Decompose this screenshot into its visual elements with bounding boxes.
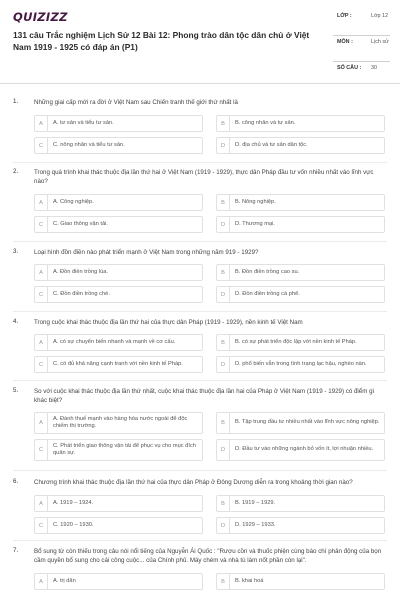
question-divider: [13, 540, 387, 541]
option-letter: B: [217, 116, 230, 131]
option-a[interactable]: [34, 573, 203, 590]
question-text: Những giai cấp mới ra đời ở Việt Nam sau Chiến tranh thế giới thứ nhất là: [34, 99, 238, 106]
question-number: 1.: [13, 98, 19, 105]
option-letter: B: [217, 496, 230, 511]
question-divider: [13, 162, 387, 163]
meta-subject: [333, 39, 390, 61]
option-text: B. khai hoá: [235, 577, 264, 584]
meta-divider: [333, 35, 390, 36]
option-letter: B: [217, 574, 230, 589]
option-text: A. có sự chuyển biến nhanh và mạnh về cơ cấu.: [53, 338, 176, 345]
question-text: Trong quá trình khai thác thuộc địa lần thứ hai ở Việt Nam (1919 - 1929), thực dân Pháp đầu tư vốn nhiều nhất vào lĩnh vực nào?: [34, 169, 374, 185]
question-number: 6.: [13, 478, 19, 485]
option-text: B. Đồn điền trồng cao su.: [235, 268, 300, 275]
option-b[interactable]: [216, 334, 385, 351]
option-letter: A: [35, 116, 48, 131]
document-title: 131 câu Trắc nghiệm Lịch Sử 12 Bài 12: Phong trào dân tộc dân chủ ở Việt Nam 1919 - 1925 có đáp án (P1): [13, 30, 310, 52]
option-text: A. Công nghiệp.: [53, 198, 94, 205]
option-letter: A: [35, 265, 48, 280]
option-d[interactable]: [216, 286, 385, 303]
meta-count: [333, 65, 390, 78]
option-d[interactable]: [216, 216, 385, 233]
question-number: 7.: [13, 547, 19, 554]
quizizz-logo: QUIZIZZ: [13, 10, 68, 24]
question-number: 2.: [13, 168, 19, 175]
option-letter: A: [35, 574, 48, 589]
option-d[interactable]: [216, 356, 385, 373]
option-text: A. tư sản và tiểu tư sản.: [53, 119, 114, 126]
option-letter: D: [217, 518, 230, 533]
option-text: D. Thương mại.: [235, 220, 275, 227]
option-c[interactable]: [34, 286, 203, 303]
option-text: D. phổ biến vẫn trong tình trạng lạc hậu, nghèo nàn.: [235, 360, 367, 367]
option-b[interactable]: [216, 194, 385, 211]
option-letter: A: [35, 496, 48, 511]
option-text: A. Đánh thuế mạnh vào hàng hóa nước ngoài để độc chiếm thị trường.: [53, 415, 188, 429]
option-text: D. Đầu tư vào những ngành bỏ vốn ít, lợi nhuận nhiều.: [235, 446, 374, 453]
option-b[interactable]: [216, 115, 385, 132]
option-letter: C: [35, 518, 48, 533]
document-header: [0, 0, 400, 84]
option-text: B. Tập trung đầu tư nhiều nhất vào lĩnh vực nông nghiệp.: [235, 419, 380, 426]
option-text: B. có sự phát triển độc lập với nền kinh tế Pháp.: [235, 338, 357, 345]
option-letter: B: [217, 413, 230, 433]
option-text: C. có đủ khả năng cạnh tranh với nền kinh tế Pháp.: [53, 360, 183, 367]
option-text: C. Đồn điền trồng chè.: [53, 290, 110, 297]
option-text: B. công nhân và tư sản.: [235, 119, 296, 126]
option-text: D. 1929 – 1933.: [235, 521, 276, 528]
option-text: D. Đồn điền trồng cà phê.: [235, 290, 300, 297]
option-letter: D: [217, 357, 230, 372]
question-divider: [13, 380, 387, 381]
question-number: 3.: [13, 248, 19, 255]
option-d[interactable]: [216, 137, 385, 154]
question-text: Chương trình khai thác thuộc địa lần thứ hai của thực dân Pháp ở Đông Dương diễn ra trong khoảng thời gian nào?: [34, 479, 353, 486]
option-text: B. Nông nghiệp.: [235, 198, 276, 205]
option-letter: D: [217, 217, 230, 232]
option-a[interactable]: [34, 334, 203, 351]
option-letter: B: [217, 265, 230, 280]
option-c[interactable]: [34, 356, 203, 373]
option-letter: A: [35, 195, 48, 210]
question-text: Loại hình đồn điền nào phát triển mạnh ở Việt Nam trong những năm 919 - 1929?: [34, 249, 259, 256]
option-text: C. Phát triển giao thông vận tải để phục vụ cho mục đích quân sự.: [53, 442, 196, 456]
option-b[interactable]: [216, 412, 385, 434]
option-letter: A: [35, 335, 48, 350]
option-text: A. 1919 – 1924.: [53, 499, 94, 506]
option-c[interactable]: [34, 439, 203, 461]
question-text: Bổ sung từ còn thiếu trong câu nói nổi tiếng của Nguyễn Ái Quốc : "Rượu cồn và thuốc phiện cùng báo chí phản động của bọn cầm quyền bổ sung cho cái công cuộc... của Chính phủ. Máy chém và nhà tù làm nốt phần còn lại".: [34, 548, 382, 564]
option-letter: C: [35, 440, 48, 460]
option-a[interactable]: [34, 194, 203, 211]
option-letter: C: [35, 287, 48, 302]
option-letter: C: [35, 138, 48, 153]
count-value: 30: [371, 65, 377, 71]
grade-value: Lớp 12: [371, 13, 389, 19]
question-text: Trong cuộc khai thác thuộc địa lần thứ hai của thực dân Pháp (1919 - 1929), nền kinh tế Việt Nam: [34, 319, 303, 326]
option-a[interactable]: [34, 495, 203, 512]
option-letter: C: [35, 217, 48, 232]
option-letter: D: [217, 138, 230, 153]
option-letter: A: [35, 413, 48, 433]
option-text: D. địa chủ và tư sản dân tộc.: [235, 141, 308, 148]
option-letter: D: [217, 287, 230, 302]
option-letter: B: [217, 335, 230, 350]
option-d[interactable]: [216, 517, 385, 534]
count-label: SỐ CÂU :: [337, 65, 362, 71]
option-b[interactable]: [216, 495, 385, 512]
question-divider: [13, 311, 387, 312]
question-divider: [13, 470, 387, 471]
option-letter: B: [217, 195, 230, 210]
option-c[interactable]: [34, 517, 203, 534]
question-divider: [13, 241, 387, 242]
option-c[interactable]: [34, 216, 203, 233]
question-number: 5.: [13, 387, 19, 394]
subject-value: Lịch sử: [371, 39, 389, 45]
option-a[interactable]: [34, 115, 203, 132]
option-text: A. trị dân: [53, 577, 76, 584]
option-text: C. 1920 – 1930.: [53, 521, 94, 528]
option-text: A. Đồn điền trồng lúa.: [53, 268, 109, 275]
option-text: C. Giao thông vận tải.: [53, 220, 109, 227]
option-a[interactable]: [34, 264, 203, 281]
option-b[interactable]: [216, 264, 385, 281]
question-text: So với cuộc khai thác thuộc địa lần thứ nhất, cuộc khai thác thuộc địa lần hai của Pháp ở Việt Nam (1919 - 1929) có điểm gì khác biệt?: [34, 388, 375, 404]
meta-divider: [333, 61, 390, 62]
option-b[interactable]: [216, 573, 385, 590]
option-text: C. nông nhân và tiểu tư sản.: [53, 141, 125, 148]
subject-label: MÔN :: [337, 39, 353, 45]
option-letter: C: [35, 357, 48, 372]
option-a[interactable]: [34, 412, 203, 434]
question-number: 4.: [13, 318, 19, 325]
option-letter: D: [217, 440, 230, 460]
option-d[interactable]: [216, 439, 385, 461]
grade-label: LỚP :: [337, 13, 352, 19]
meta-box: [333, 13, 390, 78]
meta-grade: [333, 13, 390, 35]
option-c[interactable]: [34, 137, 203, 154]
option-text: B. 1919 – 1929.: [235, 499, 276, 506]
